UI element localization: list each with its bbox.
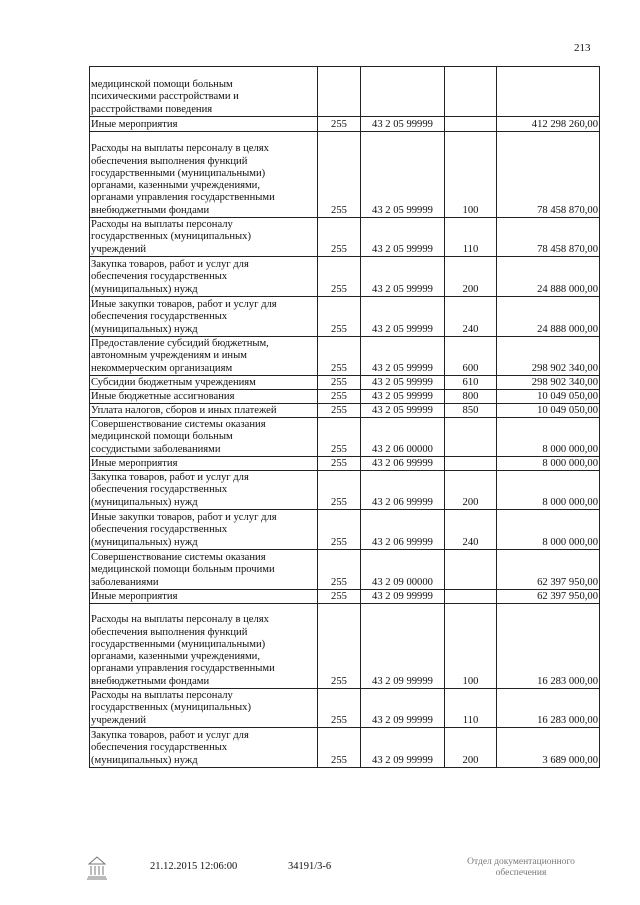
table-row bbox=[90, 376, 600, 390]
cell-desc: Расходы на выплаты персоналу в целях обеспечения выполнения функций государственными (муниципальными) органами, казенными учреждениями, органами управления государственными внебюджетными фондами bbox=[90, 604, 318, 689]
table-row bbox=[90, 689, 600, 728]
footer-department: Отдел документационного обеспечения bbox=[467, 857, 575, 878]
cell-code: 255 bbox=[318, 218, 361, 257]
cell-amount: 16 283 000,00 bbox=[497, 604, 600, 689]
table-row bbox=[90, 257, 600, 297]
cell-ctype bbox=[445, 550, 497, 590]
building-stamp-icon bbox=[86, 855, 108, 881]
cell-desc: Иные мероприятия bbox=[90, 117, 318, 132]
cell-code: 255 bbox=[318, 689, 361, 728]
table-row bbox=[90, 404, 600, 418]
cell-code: 255 bbox=[318, 590, 361, 604]
cell-sub: 43 2 05 99999 bbox=[361, 404, 445, 418]
cell-desc: Закупка товаров, работ и услуг для обеспечения государственных (муниципальных) нужд bbox=[90, 257, 318, 297]
cell-code: 255 bbox=[318, 418, 361, 457]
cell-sub: 43 2 09 99999 bbox=[361, 728, 445, 768]
cell-sub: 43 2 05 99999 bbox=[361, 337, 445, 376]
cell-ctype: 600 bbox=[445, 337, 497, 376]
table-row bbox=[90, 218, 600, 257]
cell-amount: 8 000 000,00 bbox=[497, 471, 600, 510]
cell-ctype: 110 bbox=[445, 689, 497, 728]
cell-sub: 43 2 09 99999 bbox=[361, 604, 445, 689]
cell-amount bbox=[497, 67, 600, 117]
cell-code: 255 bbox=[318, 337, 361, 376]
cell-sub: 43 2 09 99999 bbox=[361, 590, 445, 604]
cell-code: 255 bbox=[318, 257, 361, 297]
cell-amount: 78 458 870,00 bbox=[497, 132, 600, 218]
table-row bbox=[90, 471, 600, 510]
cell-ctype: 100 bbox=[445, 132, 497, 218]
cell-sub: 43 2 09 00000 bbox=[361, 550, 445, 590]
cell-code: 255 bbox=[318, 390, 361, 404]
cell-amount: 62 397 950,00 bbox=[497, 550, 600, 590]
table-row bbox=[90, 604, 600, 689]
cell-amount: 8 000 000,00 bbox=[497, 418, 600, 457]
cell-amount: 16 283 000,00 bbox=[497, 689, 600, 728]
table-row bbox=[90, 550, 600, 590]
cell-ctype bbox=[445, 418, 497, 457]
cell-ctype bbox=[445, 457, 497, 471]
footer-doc-number: 34191/3-6 bbox=[288, 861, 332, 872]
cell-code: 255 bbox=[318, 604, 361, 689]
cell-ctype bbox=[445, 67, 497, 117]
cell-sub: 43 2 06 99999 bbox=[361, 510, 445, 550]
cell-amount: 78 458 870,00 bbox=[497, 218, 600, 257]
budget-table bbox=[89, 66, 600, 768]
cell-desc: медицинской помощи больным психическими расстройствами и расстройствами поведения bbox=[90, 67, 318, 117]
cell-code: 255 bbox=[318, 117, 361, 132]
cell-desc: Иные мероприятия bbox=[90, 457, 318, 471]
cell-ctype: 240 bbox=[445, 297, 497, 337]
table-row bbox=[90, 297, 600, 337]
cell-amount: 8 000 000,00 bbox=[497, 510, 600, 550]
cell-amount: 298 902 340,00 bbox=[497, 376, 600, 390]
cell-ctype: 200 bbox=[445, 728, 497, 768]
cell-amount: 3 689 000,00 bbox=[497, 728, 600, 768]
table-row bbox=[90, 590, 600, 604]
cell-sub: 43 2 09 99999 bbox=[361, 689, 445, 728]
cell-desc: Иные мероприятия bbox=[90, 590, 318, 604]
cell-desc: Совершенствование системы оказания медицинской помощи больным сосудистыми заболеваниями bbox=[90, 418, 318, 457]
cell-sub: 43 2 05 99999 bbox=[361, 390, 445, 404]
cell-code: 255 bbox=[318, 297, 361, 337]
cell-sub: 43 2 05 99999 bbox=[361, 132, 445, 218]
cell-ctype: 110 bbox=[445, 218, 497, 257]
cell-desc: Субсидии бюджетным учреждениям bbox=[90, 376, 318, 390]
cell-sub: 43 2 06 99999 bbox=[361, 457, 445, 471]
cell-amount: 412 298 260,00 bbox=[497, 117, 600, 132]
table-row bbox=[90, 510, 600, 550]
cell-code: 255 bbox=[318, 510, 361, 550]
cell-sub: 43 2 06 00000 bbox=[361, 418, 445, 457]
cell-code: 255 bbox=[318, 404, 361, 418]
table-row bbox=[90, 132, 600, 218]
cell-ctype: 610 bbox=[445, 376, 497, 390]
cell-desc: Иные закупки товаров, работ и услуг для обеспечения государственных (муниципальных) нужд bbox=[90, 297, 318, 337]
cell-ctype: 200 bbox=[445, 257, 497, 297]
cell-amount: 24 888 000,00 bbox=[497, 257, 600, 297]
cell-sub: 43 2 05 99999 bbox=[361, 218, 445, 257]
page-number: 213 bbox=[574, 42, 591, 54]
table-row bbox=[90, 337, 600, 376]
cell-sub bbox=[361, 67, 445, 117]
cell-desc: Иные закупки товаров, работ и услуг для обеспечения государственных (муниципальных) нужд bbox=[90, 510, 318, 550]
cell-desc: Предоставление субсидий бюджетным, автономным учреждениям и иным некоммерческим организациям bbox=[90, 337, 318, 376]
cell-amount: 62 397 950,00 bbox=[497, 590, 600, 604]
cell-ctype bbox=[445, 117, 497, 132]
cell-amount: 8 000 000,00 bbox=[497, 457, 600, 471]
cell-desc: Уплата налогов, сборов и иных платежей bbox=[90, 404, 318, 418]
cell-ctype bbox=[445, 590, 497, 604]
cell-amount: 10 049 050,00 bbox=[497, 404, 600, 418]
table-row bbox=[90, 117, 600, 132]
cell-amount: 10 049 050,00 bbox=[497, 390, 600, 404]
cell-ctype: 240 bbox=[445, 510, 497, 550]
cell-sub: 43 2 05 99999 bbox=[361, 376, 445, 390]
table-row bbox=[90, 418, 600, 457]
cell-desc: Иные бюджетные ассигнования bbox=[90, 390, 318, 404]
cell-ctype: 850 bbox=[445, 404, 497, 418]
cell-code: 255 bbox=[318, 132, 361, 218]
table-body bbox=[90, 67, 600, 768]
cell-sub: 43 2 05 99999 bbox=[361, 117, 445, 132]
cell-code: 255 bbox=[318, 457, 361, 471]
cell-amount: 298 902 340,00 bbox=[497, 337, 600, 376]
cell-sub: 43 2 06 99999 bbox=[361, 471, 445, 510]
cell-sub: 43 2 05 99999 bbox=[361, 257, 445, 297]
cell-code bbox=[318, 67, 361, 117]
table-row bbox=[90, 67, 600, 117]
cell-code: 255 bbox=[318, 728, 361, 768]
cell-desc: Закупка товаров, работ и услуг для обеспечения государственных (муниципальных) нужд bbox=[90, 728, 318, 768]
cell-code: 255 bbox=[318, 471, 361, 510]
cell-sub: 43 2 05 99999 bbox=[361, 297, 445, 337]
cell-desc: Расходы на выплаты персоналу в целях обеспечения выполнения функций государственными (муниципальными) органами, казенными учреждениями, органами управления государственными внебюджетными фондами bbox=[90, 132, 318, 218]
cell-code: 255 bbox=[318, 376, 361, 390]
footer-date: 21.12.2015 12:06:00 bbox=[150, 861, 238, 872]
cell-ctype: 800 bbox=[445, 390, 497, 404]
table-row bbox=[90, 457, 600, 471]
cell-desc: Расходы на выплаты персоналу государственных (муниципальных) учреждений bbox=[90, 218, 318, 257]
cell-amount: 24 888 000,00 bbox=[497, 297, 600, 337]
cell-code: 255 bbox=[318, 550, 361, 590]
cell-desc: Закупка товаров, работ и услуг для обеспечения государственных (муниципальных) нужд bbox=[90, 471, 318, 510]
table-row bbox=[90, 728, 600, 768]
cell-ctype: 200 bbox=[445, 471, 497, 510]
cell-ctype: 100 bbox=[445, 604, 497, 689]
cell-desc: Расходы на выплаты персоналу государственных (муниципальных) учреждений bbox=[90, 689, 318, 728]
cell-desc: Совершенствование системы оказания медицинской помощи больным прочими заболеваниями bbox=[90, 550, 318, 590]
table-row bbox=[90, 390, 600, 404]
